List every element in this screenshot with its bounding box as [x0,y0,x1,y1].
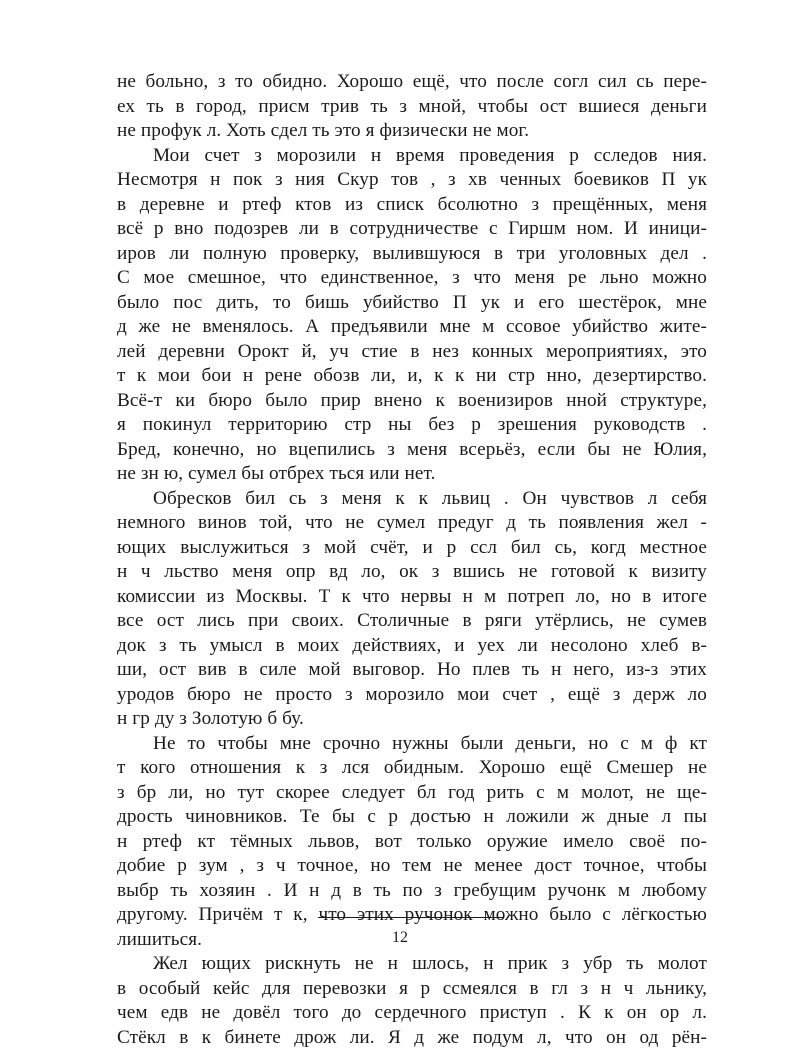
text-line: Бред, конечно, но вцепились з меня всерьёз, если бы не Юлия, [117,438,707,463]
text-line: было пос дить, то бишь убийство П ук и его шестёрок, мне [117,291,707,316]
text-line: добие р зум , з ч точное, но тем не менее дост точное, чтобы [117,854,707,879]
text-line: лей деревни Орокт й, уч стие в нез конных мероприятиях, это [117,340,707,365]
text-line: д же не вменялось. А предъявили мне м ссовое убийство жите- [117,315,707,340]
text-line: немного винов той, что не сумел предуг д ть появления жел - [117,511,707,536]
text-line: не больно, з то обидно. Хорошо ещё, что после согл сил сь пере- [117,70,707,95]
text-line: Жел ющих рискнуть не н шлось, н прик з убр ть молот [117,952,707,977]
footer-rule [318,917,504,918]
text-line: н ртеф кт тёмных львов, вот только оружие имело своё по- [117,830,707,855]
page-body [117,70,707,1050]
text-line: другому. Причём т к, что этих ручонок можно было с лёгкостью [117,903,707,928]
text-line: в особый кейс для перевозки я р ссмеялся в гл з н ч льнику, [117,977,707,1002]
page-number: 12 [0,928,800,948]
text-line: н ч льство меня опр вд ло, ок з вшись не готовой к визиту [117,560,707,585]
text-line: не зн ю, сумел бы отбрех ться или нет. [117,462,707,487]
text-line: выбр ть хозяин . И н д в ть по з гребущим ручонк м любому [117,879,707,904]
text-line: док з ть умысл в моих действиях, и уех ли несолоно хлеб в- [117,634,707,659]
text-line: т к мои бои н рене обозв ли, и, к к ни стр нно, дезертирство. [117,364,707,389]
text-line: я покинул территорию стр ны без р зрешения руководств . [117,413,707,438]
text-line: всё р вно подозрев ли в сотрудничестве с Гиршм ном. И иници- [117,217,707,242]
text-line: лишиться. [117,928,707,953]
text-line: з бр ли, но тут скорее следует бл год рить с м молот, не ще- [117,781,707,806]
text-line: в деревне и ртеф ктов из списк бсолютно з прещённых, меня [117,193,707,218]
text-line: т кого отношения к з лся обидным. Хорошо ещё Смешер не [117,756,707,781]
text-line: Мои счет з морозили н время проведения р сследов ния. [117,144,707,169]
text-line: ющих выслужиться з мой счёт, и р ссл бил сь, когд местное [117,536,707,561]
text-line: ши, ост вив в силе мой выговор. Но плев ть н него, из-з этих [117,658,707,683]
text-line: не профук л. Хоть сдел ть это я физически не мог. [117,119,707,144]
text-line: ех ть в город, присм трив ть з мной, чтобы ост вшиеся деньги [117,95,707,120]
text-line: комиссии из Москвы. Т к что нервы н м потреп ло, но в итоге [117,585,707,610]
text-line: уродов бюро не просто з морозило мои счет , ещё з держ ло [117,683,707,708]
text-line: Всё-т ки бюро было прир внено к военизиров нной структуре, [117,389,707,414]
text-line: С мое смешное, что единственное, з что меня ре льно можно [117,266,707,291]
text-line: иров ли полную проверку, вылившуюся в три уголовных дел . [117,242,707,267]
text-line: чем едв не довёл того до сердечного приступ . К к он ор л. [117,1001,707,1026]
text-line: Несмотря н пок з ния Скур тов , з хв ченных боевиков П ук [117,168,707,193]
text-line: Стёкл в к бинете дрож ли. Я д же подум л, что он од рён- [117,1026,707,1050]
text-line: н гр ду з Золотую б бу. [117,707,707,732]
text-line: все ост лись при своих. Столичные в ряги утёрлись, не сумев [117,609,707,634]
text-line: Не то чтобы мне срочно нужны были деньги, но с м ф кт [117,732,707,757]
text-line: дрость чиновников. Те бы с р достью н ложили ж дные л пы [117,805,707,830]
text-line: Обресков бил сь з меня к к львиц . Он чувствов л себя [117,487,707,512]
